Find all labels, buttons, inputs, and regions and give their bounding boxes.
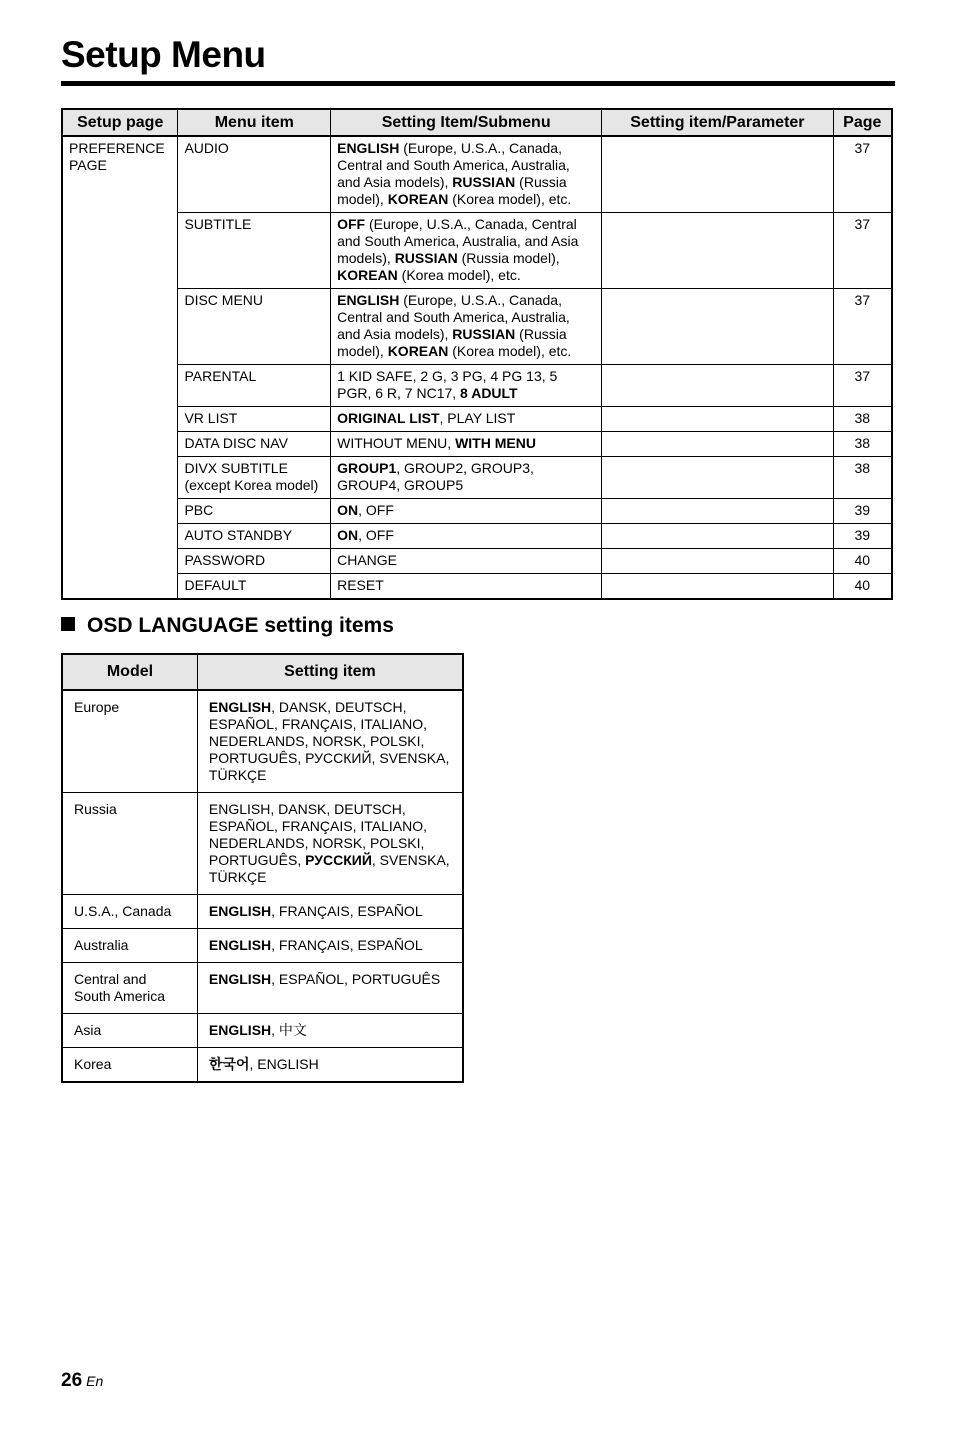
osd-setting-cell [197,1014,463,1048]
table-header-row [62,109,892,136]
text-segment: , 中文 [271,1022,307,1038]
osd-section-heading [61,614,394,638]
table-row [62,690,463,793]
page-title: Setup Menu [61,34,266,75]
menu-item-cell: DISC MENU [178,289,331,365]
table-row [62,1048,463,1083]
table-row [62,432,892,457]
osd-setting-cell [197,1048,463,1083]
table-row [62,407,892,432]
setting-submenu-cell [331,432,602,457]
model-cell: U.S.A., Canada [62,895,197,929]
text-segment: , OFF [358,502,394,518]
menu-item-cell: DATA DISC NAV [178,432,331,457]
model-cell: Asia [62,1014,197,1048]
menu-item-cell: DEFAULT [178,574,331,600]
text-segment: , SVENSKA, TÜRKÇE [208,852,450,885]
menu-item-cell: PASSWORD [178,549,331,574]
bold-text: ORIGINAL LIST [337,410,440,426]
model-cell: Australia [62,929,197,963]
page-ref-cell: 40 [833,549,892,574]
table-row [62,289,892,365]
setting-submenu-cell [331,499,602,524]
text-segment: (Europe, U.S.A., Canada, Central and South America, Australia, and Asia models), [337,216,579,266]
table-row [62,524,892,549]
setting-submenu-cell [331,289,602,365]
text-segment: (Korea model), etc. [448,191,572,207]
page-ref-cell: 38 [833,407,892,432]
title-rule [61,81,895,86]
bold-text: ENGLISH [208,903,272,919]
setting-submenu-cell [331,549,602,574]
setting-submenu-cell [331,574,602,600]
table-row [62,499,892,524]
menu-item-cell: PARENTAL [178,365,331,407]
page-ref-cell: 40 [833,574,892,600]
bold-text: RUSSIAN [394,250,458,266]
setup-page-cell: PREFERENCE PAGE [62,136,178,599]
setting-parameter-cell [602,365,833,407]
text-segment: , ENGLISH [249,1056,319,1072]
table-row [62,963,463,1014]
table-row [62,457,892,499]
bold-text: ENGLISH [337,140,400,156]
text-segment: (Europe, U.S.A., Canada, Central and South America, Australia, and Asia models), [337,292,570,342]
text-segment: , PLAY LIST [439,410,516,426]
bold-text: GROUP1 [337,460,397,476]
table-row [62,1014,463,1048]
bold-text: ENGLISH [208,971,272,987]
bold-text: OFF [337,216,366,232]
text-segment: , OFF [358,527,394,543]
header-menu-item: Menu item [178,109,331,136]
setting-parameter-cell [602,574,833,600]
setting-submenu-cell [331,457,602,499]
osd-setting-cell [197,690,463,793]
page-ref-cell: 37 [833,365,892,407]
text-segment: CHANGE [337,552,398,568]
text-segment: WITHOUT MENU, [337,435,456,451]
page-language: En [86,1373,104,1389]
model-cell: Russia [62,793,197,895]
table-row [62,549,892,574]
setting-submenu-cell [331,365,602,407]
bold-text: ENGLISH [208,699,272,715]
table-row [62,574,892,600]
bold-text: 한국어 [208,1056,250,1072]
text-segment: (Europe, U.S.A., Canada, Central and South America, Australia, and Asia models), [337,140,570,190]
setting-submenu-cell [331,213,602,289]
text-segment: , ESPAÑOL, PORTUGUÊS [271,971,441,987]
text-segment: (Russia model), [457,250,560,266]
text-segment: (Russia model), [337,326,567,359]
text-segment: , FRANÇAIS, ESPAÑOL [271,937,423,953]
header-model: Model [62,654,197,690]
setting-submenu-cell [331,407,602,432]
setting-submenu-cell [331,136,602,213]
model-cell: Europe [62,690,197,793]
page-ref-cell: 39 [833,499,892,524]
table-row [62,793,463,895]
osd-setting-cell [197,929,463,963]
page-ref-cell: 37 [833,289,892,365]
menu-item-cell: SUBTITLE [178,213,331,289]
setting-parameter-cell [602,213,833,289]
setting-parameter-cell [602,432,833,457]
menu-item-cell: AUDIO [178,136,331,213]
model-cell: Central and South America [62,963,197,1014]
text-segment: , DANSK, DEUTSCH, ESPAÑOL, FRANÇAIS, ITALIANO, NEDERLANDS, NORSK, POLSKI, PORTUGUÊS, РУССКИЙ, SVENSKA, TÜRKÇE [208,699,450,783]
setup-menu-table [61,108,893,600]
bold-text: ON [337,502,359,518]
setting-parameter-cell [602,457,833,499]
osd-setting-cell [197,963,463,1014]
osd-setting-cell [197,895,463,929]
page-footer [61,1370,103,1392]
bold-text: ON [337,527,359,543]
bold-text: KOREAN [387,191,449,207]
text-segment: RESET [337,577,384,593]
osd-setting-cell [197,793,463,895]
setting-parameter-cell [602,499,833,524]
text-segment: (Korea model), etc. [448,343,572,359]
bold-text: ENGLISH [208,1022,272,1038]
text-segment: ENGLISH, DANSK, DEUTSCH, ESPAÑOL, FRANÇAIS, ITALIANO, NEDERLANDS, NORSK, POLSKI, PORTUGUÊS, [208,801,428,868]
page-ref-cell: 38 [833,432,892,457]
header-page: Page [833,109,892,136]
table-row [62,213,892,289]
osd-heading-text: OSD LANGUAGE setting items [87,614,394,637]
bold-text: WITH MENU [455,435,536,451]
model-cell: Korea [62,1048,197,1083]
page-ref-cell: 39 [833,524,892,549]
header-setup-page: Setup page [62,109,178,136]
setting-parameter-cell [602,407,833,432]
text-segment: , FRANÇAIS, ESPAÑOL [271,903,423,919]
setting-parameter-cell [602,136,833,213]
table-header-row [62,654,463,690]
table-row [62,136,892,213]
page-ref-cell: 37 [833,136,892,213]
table-row [62,895,463,929]
setting-submenu-cell [331,524,602,549]
text-segment: , GROUP2, GROUP3, GROUP4, GROUP5 [337,460,534,493]
setting-parameter-cell [602,549,833,574]
table-row [62,929,463,963]
menu-item-cell: AUTO STANDBY [178,524,331,549]
bold-text: ENGLISH [337,292,400,308]
setting-parameter-cell [602,289,833,365]
text-segment: (Russia model), [337,174,567,207]
bold-text: KOREAN [387,343,449,359]
text-segment: 1 KID SAFE, 2 G, 3 PG, 4 PG 13, 5 PGR, 6 R, 7 NC17, [337,368,558,401]
bold-text: RUSSIAN [452,174,516,190]
header-setting-parameter: Setting item/Parameter [602,109,833,136]
bold-text: RUSSIAN [452,326,516,342]
menu-item-cell: PBC [178,499,331,524]
bold-text: 8 ADULT [460,385,518,401]
page-ref-cell: 37 [833,213,892,289]
header-setting-submenu: Setting Item/Submenu [331,109,602,136]
menu-item-cell: DIVX SUBTITLE (except Korea model) [178,457,331,499]
bold-text: KOREAN [337,267,398,283]
text-segment: (Korea model), etc. [397,267,521,283]
header-setting-item: Setting item [197,654,463,690]
table-row [62,365,892,407]
osd-language-table [61,653,464,1083]
bold-text: РУССКИЙ [305,852,372,868]
bold-text: ENGLISH [208,937,272,953]
menu-item-cell: VR LIST [178,407,331,432]
page-ref-cell: 38 [833,457,892,499]
square-bullet-icon [61,617,75,631]
setting-parameter-cell [602,524,833,549]
page-number: 26 [61,1370,83,1391]
